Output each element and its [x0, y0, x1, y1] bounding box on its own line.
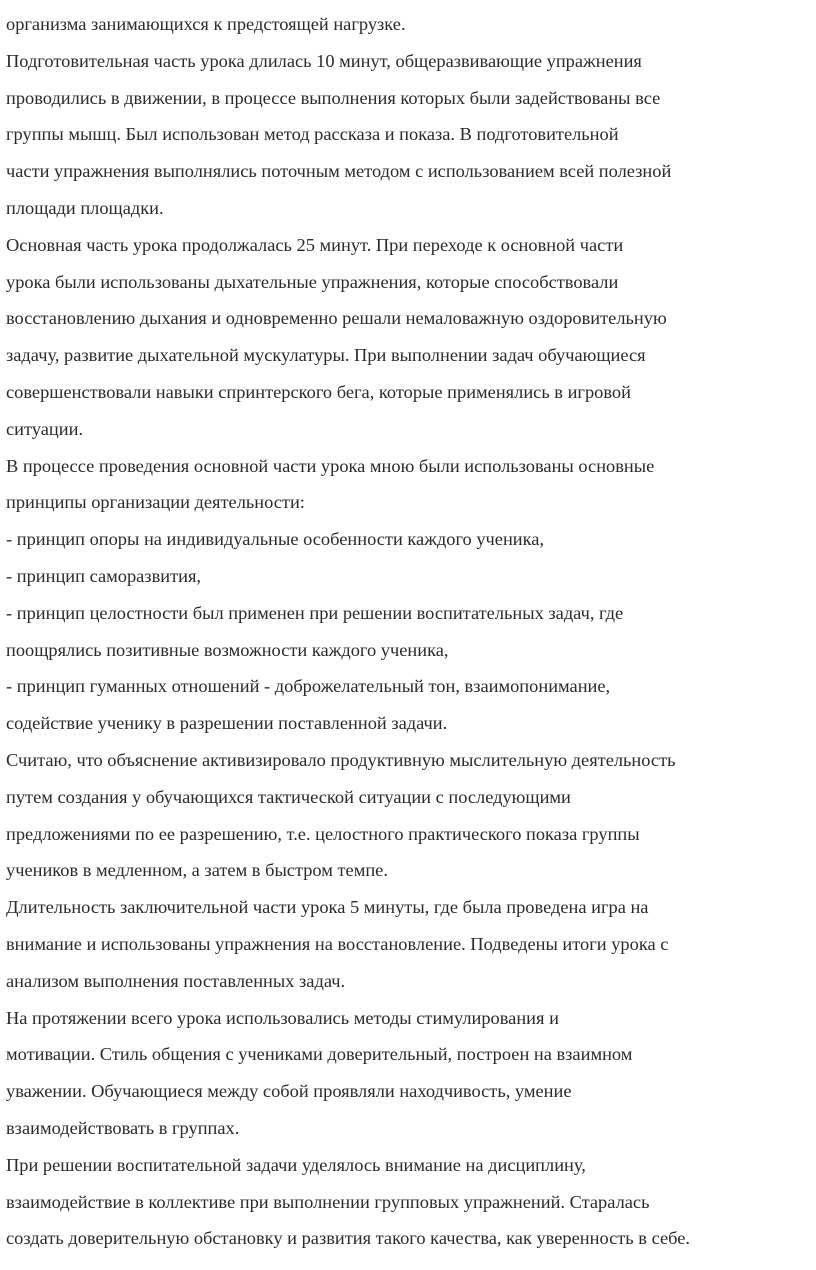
text-line: ситуации. [6, 418, 84, 439]
text-line: Подготовительная часть урока длилась 10 минут, общеразвивающие упражнения [6, 50, 642, 71]
text-line: совершенствовали навыки спринтерского бега, которые применялись в игровой [6, 381, 631, 402]
text-line: площади площадки. [6, 197, 164, 218]
document-body [6, 6, 806, 1257]
text-line: - принцип саморазвития, [6, 565, 202, 586]
text-line: части упражнения выполнялись поточным методом с использованием всей полезной [6, 161, 672, 182]
text-line: принципы организации деятельности: [6, 492, 305, 513]
text-line: В процессе проведения основной части урока мною были использованы основные [6, 455, 655, 476]
text-line: предложениями по ее разрешению, т.е. целостного практического показа группы [6, 823, 640, 844]
text-line: внимание и использованы упражнения на восстановление. Подведены итоги урока с [6, 933, 669, 954]
text-line: восстановлению дыхания и одновременно решали немаловажную оздоровительную [6, 308, 667, 329]
text-line: взаимодействовать в группах. [6, 1117, 240, 1138]
text-line: задачу, развитие дыхательной мускулатуры. При выполнении задач обучающиеся [6, 345, 646, 366]
text-line: - принцип опоры на индивидуальные особенности каждого ученика, [6, 529, 545, 550]
text-line: - принцип целостности был применен при решении воспитательных задач, где [6, 602, 624, 623]
text-line: При решении воспитательной задачи уделялось внимание на дисциплину, [6, 1154, 586, 1175]
text-line: содействие ученику в разрешении поставленной задачи. [6, 713, 448, 734]
text-line: создать доверительную обстановку и развития такого качества, как уверенность в себе. [6, 1228, 690, 1249]
text-line: проводились в движении, в процессе выполнения которых были задействованы все [6, 87, 661, 108]
text-line: уважении. Обучающиеся между собой проявляли находчивость, умение [6, 1081, 572, 1102]
text-line: Основная часть урока продолжалась 25 минут. При переходе к основной части [6, 234, 624, 255]
text-line: организма занимающихся к предстоящей нагрузке. [6, 14, 406, 34]
text-line: Считаю, что объяснение активизировало продуктивную мыслительную деятельность [6, 749, 676, 770]
text-line: На протяжении всего урока использовались методы стимулирования и [6, 1007, 559, 1028]
text-line: Длительность заключительной части урока 5 минуты, где была проведена игра на [6, 897, 649, 918]
text-line: урока были использованы дыхательные упражнения, которые способствовали [6, 271, 619, 292]
text-line: путем создания у обучающихся тактической ситуации с последующими [6, 786, 571, 807]
text-line: учеников в медленном, а затем в быстром темпе. [6, 860, 388, 881]
text-line: группы мышц. Был использован метод рассказа и показа. В подготовительной [6, 124, 619, 145]
text-line: анализом выполнения поставленных задач. [6, 970, 346, 991]
text-line: поощрялись позитивные возможности каждого ученика, [6, 639, 449, 660]
text-line: взаимодействие в коллективе при выполнении групповых упражнений. Старалась [6, 1191, 650, 1212]
text-line: мотивации. Стиль общения с учениками доверительный, построен на взаимном [6, 1044, 633, 1065]
text-line: - принцип гуманных отношений - доброжелательный тон, взаимопонимание, [6, 676, 611, 697]
